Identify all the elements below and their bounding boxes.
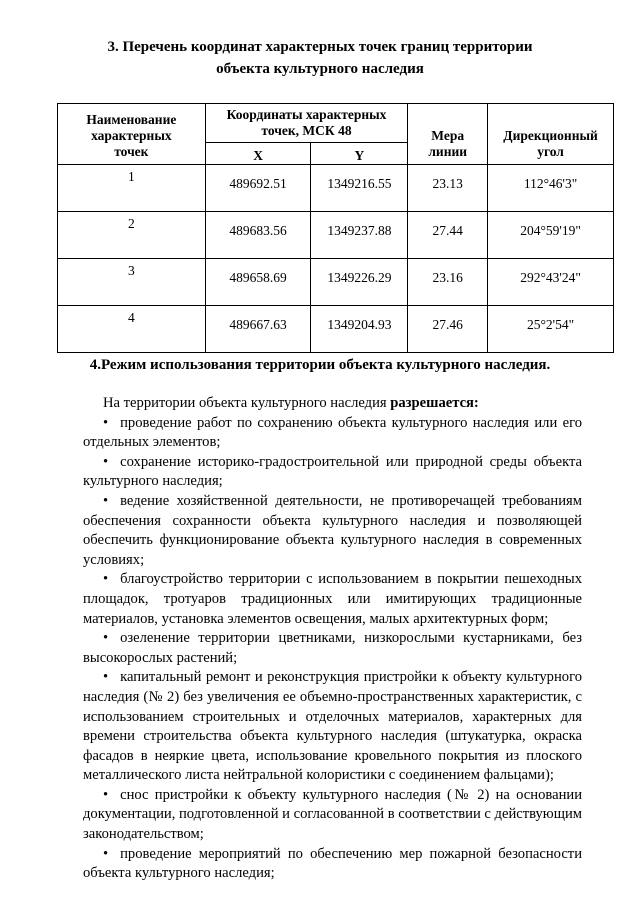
list-item: • снос пристройки к объекту культурного наследия (№ 2) на основании документации, подготовленной и согласованной в соответствии с действующим законодательством; (83, 786, 582, 843)
list-item: • проведение мероприятий по обеспечению мер пожарной безопасности объекта культурного наследия; (83, 845, 582, 882)
section-3-title (60, 36, 580, 80)
section-3-title-line2: объекта культурного наследия (216, 61, 424, 77)
bullet-icon: • (103, 786, 109, 803)
bullet-icon: • (103, 453, 109, 470)
cell-point: 1 (58, 165, 206, 212)
cell-x: 489683.56 (205, 212, 311, 259)
cell-measure: 27.44 (408, 212, 488, 259)
cell-y: 1349204.93 (311, 306, 408, 353)
list-item: • сохранение историко-градостроительной или природной среды объекта культурного наследия; (83, 453, 582, 490)
cell-angle: 204°59'19" (488, 212, 614, 259)
header-y: Y (311, 143, 408, 165)
section-3-title-line1: 3. Перечень координат характерных точек границ территории (107, 39, 533, 55)
bullet-icon: • (103, 571, 109, 588)
bullet-icon: • (103, 669, 109, 686)
cell-measure: 23.13 (408, 165, 488, 212)
cell-measure: 27.46 (408, 306, 488, 353)
table-header-row (58, 104, 614, 143)
cell-measure: 23.16 (408, 259, 488, 306)
cell-y: 1349226.29 (311, 259, 408, 306)
cell-x: 489667.63 (205, 306, 311, 353)
header-line-measure: Мера линии (408, 104, 488, 165)
header-x: X (205, 143, 311, 165)
list-item: • капитальный ремонт и реконструкция пристройки к объекту культурного наследия (№ 2) без увеличения ее объемно-пространственных характеристик, с использованием строительных и отделочных материалов, характерных для времени строительства объекта культурного наследия (штукатурка, окраска фасадов в неяркие цвета, использование кровельного покрытия из плоского металлического листа нейтральной колористики с соединением фальцами); (83, 669, 582, 784)
cell-x: 489692.51 (205, 165, 311, 212)
table-row (58, 306, 614, 353)
list-item: • ведение хозяйственной деятельности, не противоречащей требованиям обеспечения сохранности объекта культурного наследия и позволяющей обеспечить функционирование объекта культурного наследия в современных условиях; (83, 492, 582, 568)
bullet-icon: • (103, 492, 109, 509)
cell-y: 1349237.88 (311, 212, 408, 259)
intro-paragraph (83, 394, 582, 414)
intro-bold-text: разрешается: (390, 395, 479, 411)
cell-angle: 292°43'24" (488, 259, 614, 306)
list-item: • озеленение территории цветниками, низкорослыми кустарниками, без высокорослых растений; (83, 630, 582, 666)
list-item: • благоустройство территории с использованием в покрытии пешеходных площадок, тротуаров традиционных или имитирующих традиционные материалов, установка элементов освещения, малых архитектурных форм; (83, 571, 582, 627)
intro-text: На территории объекта культурного наследия (103, 395, 391, 411)
header-direction-angle: Дирекционный угол (488, 104, 614, 165)
cell-point: 4 (58, 306, 206, 353)
section-4-title: 4.Режим использования территории объекта культурного наследия. (89, 357, 551, 373)
cell-angle: 25°2'54" (488, 306, 614, 353)
cell-y: 1349216.55 (311, 165, 408, 212)
coordinates-table (57, 103, 614, 353)
header-point-name: Наименование характерных точек (58, 104, 206, 165)
bullet-icon: • (103, 414, 109, 431)
list-item: • проведение работ по сохранению объекта культурного наследия или его отдельных элементов; (83, 414, 582, 451)
cell-point: 3 (58, 259, 206, 306)
bullet-icon: • (103, 845, 109, 862)
table-row (58, 212, 614, 259)
cell-x: 489658.69 (205, 259, 311, 306)
cell-angle: 112°46'3" (488, 165, 614, 212)
table-row (58, 165, 614, 212)
header-coordinates: Координаты характерных точек, МСК 48 (205, 104, 408, 143)
table-row (58, 259, 614, 306)
cell-point: 2 (58, 212, 206, 259)
bullet-icon: • (103, 630, 109, 647)
section-4-body (83, 394, 582, 884)
